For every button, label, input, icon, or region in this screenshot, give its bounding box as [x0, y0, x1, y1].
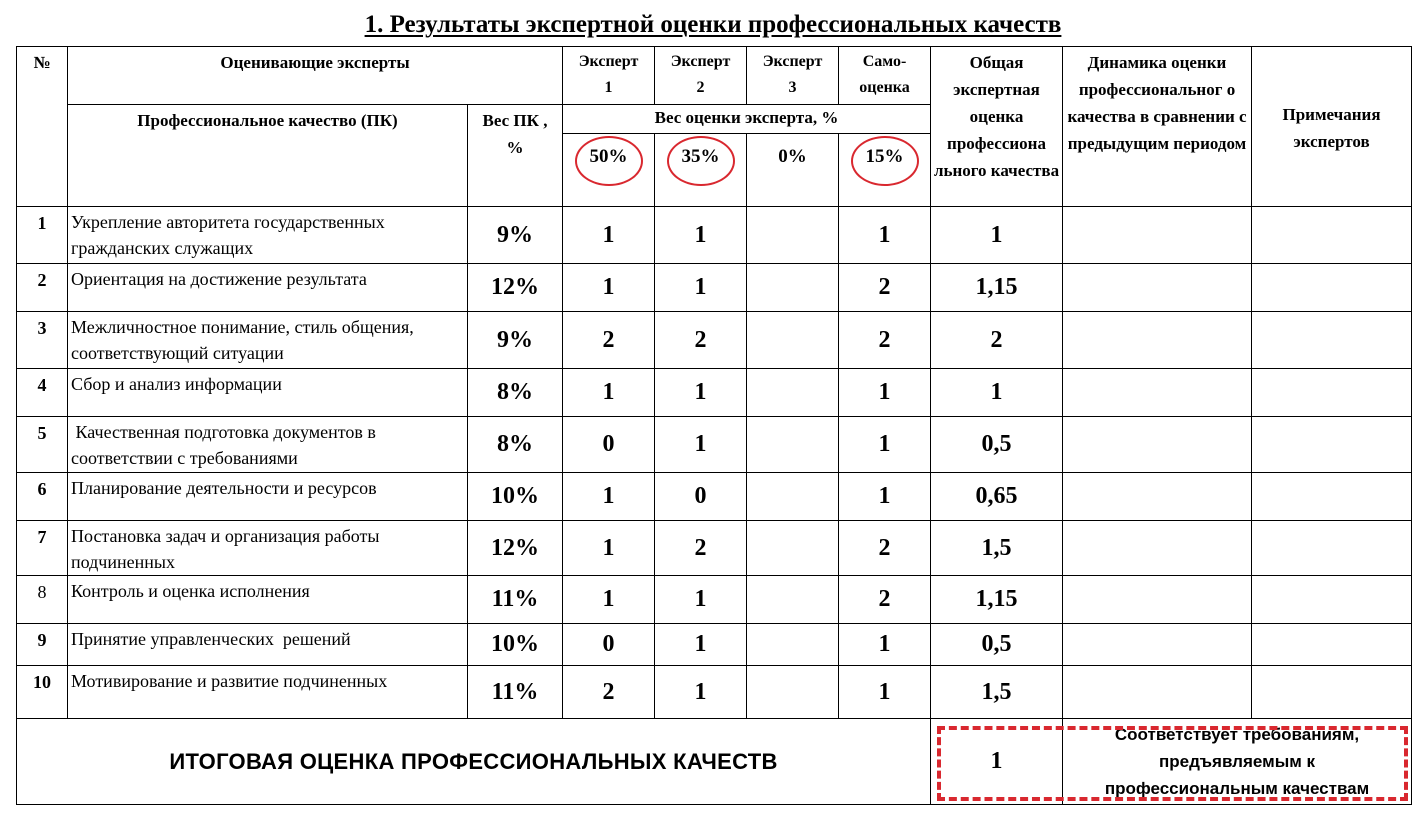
score-expert-3: [747, 521, 839, 576]
score-expert-2: 1: [655, 666, 747, 719]
row-number: 1: [17, 207, 68, 264]
dynamics-cell: [1063, 417, 1252, 473]
quality-weight: 10%: [468, 473, 563, 521]
quality-weight: 12%: [468, 521, 563, 576]
header-dynamics: Динамика оценки профессиональног о качества в сравнении с предыдущим периодом: [1063, 47, 1252, 207]
score-self: 1: [839, 666, 931, 719]
row-number: 10: [17, 666, 68, 719]
score-expert-1: 1: [563, 521, 655, 576]
quality-name: Качественная подготовка документов в соответствии с требованиями: [68, 417, 468, 473]
weight-expert-1: 50%: [563, 134, 655, 207]
table-row: [17, 624, 1412, 666]
score-expert-1: 1: [563, 264, 655, 312]
results-table: [16, 46, 1412, 805]
score-self: 1: [839, 473, 931, 521]
score-overall: 2: [931, 312, 1063, 369]
quality-name: Постановка задач и организация работы подчиненных: [68, 521, 468, 576]
score-expert-1: 1: [563, 576, 655, 624]
score-overall: 1,15: [931, 576, 1063, 624]
row-number: 3: [17, 312, 68, 369]
table-row: [17, 207, 1412, 264]
score-expert-3: [747, 417, 839, 473]
table-row: [17, 473, 1412, 521]
quality-name: Межличностное понимание, стиль общения, соответствующий ситуации: [68, 312, 468, 369]
table-row: [17, 312, 1412, 369]
dynamics-cell: [1063, 521, 1252, 576]
dynamics-cell: [1063, 576, 1252, 624]
score-expert-2: 0: [655, 473, 747, 521]
score-expert-1: 0: [563, 624, 655, 666]
quality-weight: 11%: [468, 576, 563, 624]
quality-weight: 11%: [468, 666, 563, 719]
header-expert-2: Эксперт 2: [655, 47, 747, 105]
score-overall: 1,5: [931, 666, 1063, 719]
quality-name: Мотивирование и развитие подчиненных: [68, 666, 468, 719]
quality-name: Укрепление авторитета государственных гражданских служащих: [68, 207, 468, 264]
header-quality: Профессиональное качество (ПК): [68, 105, 468, 207]
notes-cell: [1252, 264, 1412, 312]
score-self: 2: [839, 264, 931, 312]
score-expert-3: [747, 624, 839, 666]
score-expert-2: 1: [655, 369, 747, 417]
score-expert-2: 2: [655, 312, 747, 369]
row-number: 4: [17, 369, 68, 417]
score-expert-1: 0: [563, 417, 655, 473]
header-overall-score: Общая экспертная оценка профессиона льного качества: [931, 47, 1063, 207]
dynamics-cell: [1063, 473, 1252, 521]
score-self: 1: [839, 417, 931, 473]
score-expert-3: [747, 666, 839, 719]
table-row: [17, 521, 1412, 576]
score-overall: 0,65: [931, 473, 1063, 521]
dynamics-cell: [1063, 624, 1252, 666]
quality-weight: 9%: [468, 207, 563, 264]
quality-weight: 10%: [468, 624, 563, 666]
score-self: 2: [839, 312, 931, 369]
row-number: 2: [17, 264, 68, 312]
quality-name: Ориентация на достижение результата: [68, 264, 468, 312]
table-row: [17, 666, 1412, 719]
score-expert-2: 1: [655, 576, 747, 624]
score-expert-2: 1: [655, 624, 747, 666]
dynamics-cell: [1063, 369, 1252, 417]
weight-expert-2: 35%: [655, 134, 747, 207]
row-number: 9: [17, 624, 68, 666]
quality-name: Контроль и оценка исполнения: [68, 576, 468, 624]
table-row: [17, 264, 1412, 312]
score-self: 2: [839, 576, 931, 624]
score-expert-3: [747, 312, 839, 369]
summary-note: Соответствует требованиям, предъявляемым к профессиональным качествам: [1063, 719, 1412, 805]
score-expert-3: [747, 576, 839, 624]
notes-cell: [1252, 521, 1412, 576]
summary-row: [17, 719, 1412, 805]
score-expert-2: 1: [655, 207, 747, 264]
score-expert-1: 1: [563, 369, 655, 417]
score-expert-1: 1: [563, 473, 655, 521]
quality-weight: 8%: [468, 369, 563, 417]
row-number: 7: [17, 521, 68, 576]
summary-value: 1: [931, 719, 1063, 805]
quality-name: Принятие управленческих решений: [68, 624, 468, 666]
score-expert-3: [747, 473, 839, 521]
dynamics-cell: [1063, 207, 1252, 264]
notes-cell: [1252, 207, 1412, 264]
score-self: 1: [839, 369, 931, 417]
score-expert-2: 1: [655, 264, 747, 312]
header-expert-1: Эксперт 1: [563, 47, 655, 105]
table-row: [17, 576, 1412, 624]
score-overall: 1,15: [931, 264, 1063, 312]
notes-cell: [1252, 312, 1412, 369]
score-expert-3: [747, 207, 839, 264]
table-row: [17, 417, 1412, 473]
score-overall: 1: [931, 207, 1063, 264]
score-expert-1: 2: [563, 666, 655, 719]
weight-self: 15%: [839, 134, 931, 207]
header-expert-notes: Примечания экспертов: [1252, 47, 1412, 207]
quality-name: Сбор и анализ информации: [68, 369, 468, 417]
notes-cell: [1252, 624, 1412, 666]
header-num: №: [17, 47, 68, 207]
notes-cell: [1252, 576, 1412, 624]
row-number: 5: [17, 417, 68, 473]
summary-label: ИТОГОВАЯ ОЦЕНКА ПРОФЕССИОНАЛЬНЫХ КАЧЕСТВ: [17, 719, 931, 805]
header-self-assessment: Само-оценка: [839, 47, 931, 105]
score-overall: 1: [931, 369, 1063, 417]
quality-weight: 8%: [468, 417, 563, 473]
score-overall: 0,5: [931, 624, 1063, 666]
row-number: 6: [17, 473, 68, 521]
header-evaluating-experts: Оценивающие эксперты: [68, 47, 563, 105]
dynamics-cell: [1063, 312, 1252, 369]
row-number: 8: [17, 576, 68, 624]
score-expert-3: [747, 264, 839, 312]
dynamics-cell: [1063, 264, 1252, 312]
notes-cell: [1252, 417, 1412, 473]
score-self: 1: [839, 207, 931, 264]
score-expert-3: [747, 369, 839, 417]
weight-expert-3: 0%: [747, 134, 839, 207]
notes-cell: [1252, 369, 1412, 417]
notes-cell: [1252, 473, 1412, 521]
quality-weight: 12%: [468, 264, 563, 312]
header-expert-weight: Вес оценки эксперта, %: [563, 105, 931, 134]
header-weight: Вес ПК , %: [468, 105, 563, 207]
score-self: 1: [839, 624, 931, 666]
score-expert-1: 2: [563, 312, 655, 369]
score-overall: 0,5: [931, 417, 1063, 473]
header-expert-3: Эксперт 3: [747, 47, 839, 105]
quality-name: Планирование деятельности и ресурсов: [68, 473, 468, 521]
notes-cell: [1252, 666, 1412, 719]
page-title: 1. Результаты экспертной оценки профессиональных качеств: [364, 11, 1062, 38]
dynamics-cell: [1063, 666, 1252, 719]
score-expert-2: 2: [655, 521, 747, 576]
score-expert-2: 1: [655, 417, 747, 473]
score-overall: 1,5: [931, 521, 1063, 576]
score-self: 2: [839, 521, 931, 576]
table-row: [17, 369, 1412, 417]
quality-weight: 9%: [468, 312, 563, 369]
score-expert-1: 1: [563, 207, 655, 264]
